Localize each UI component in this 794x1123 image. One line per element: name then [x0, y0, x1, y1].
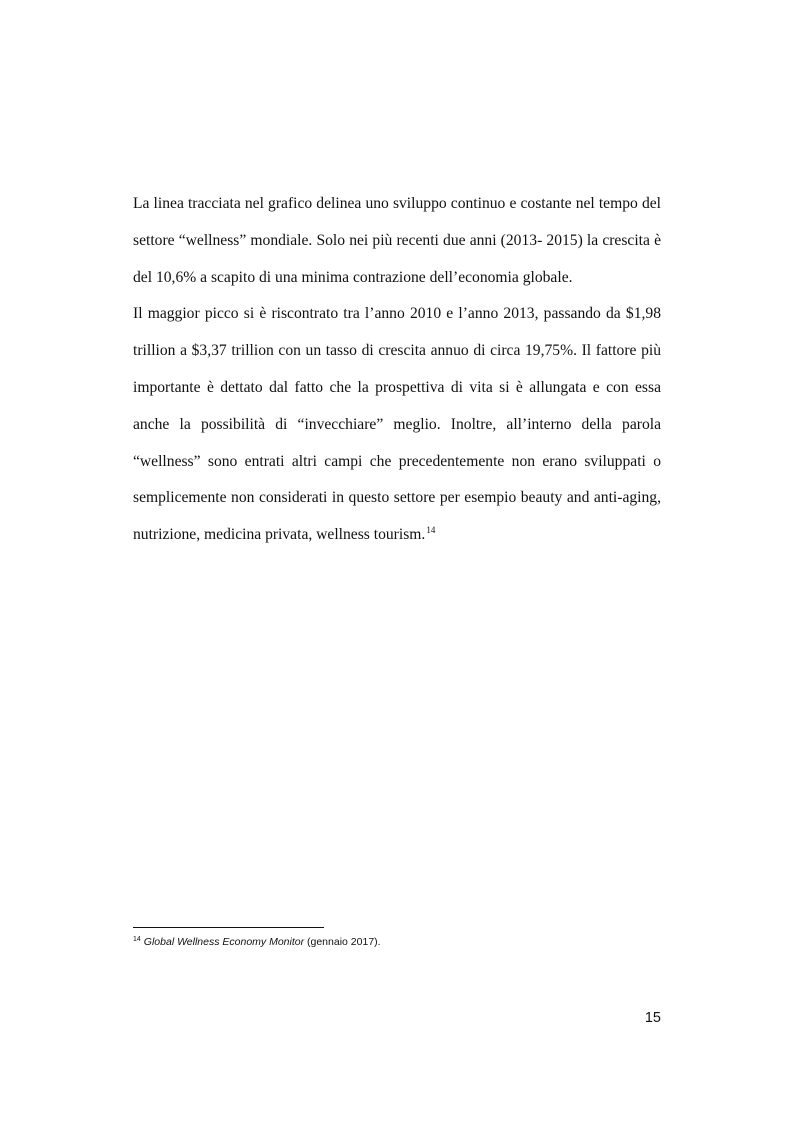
footnote	[133, 935, 661, 949]
body-text	[133, 186, 661, 554]
footnote-reference[interactable]: 14	[426, 524, 436, 535]
paragraph-2	[133, 296, 661, 554]
paragraph-2-text: Il maggior picco si è riscontrato tra l’anno 2010 e l’anno 2013, passando da $1,98 trillion a $3,37 trillion con un tasso di crescita annuo di circa 19,75%. Il fattore più importante è dettato dal fatto che la prospettiva di vita si è allungata e con essa anche la possibilità di “invecchiare” meglio. Inoltre, all’interno della parola “wellness” sono entrati altri campi che precedentemente non erano sviluppati o semplicemente non considerati in questo settore per esempio beauty and anti-aging, nutrizione, medicina privata, wellness tourism.	[133, 305, 661, 544]
page-number: 15	[644, 1010, 661, 1026]
footnote-divider	[133, 927, 324, 928]
paragraph-1: La linea tracciata nel grafico delinea uno sviluppo continuo e costante nel tempo del settore “wellness” mondiale. Solo nei più recenti due anni (2013- 2015) la crescita è del 10,6% a scapito di una minima contrazione dell’economia globale.	[133, 195, 661, 286]
footnote-source-date: (gennaio 2017).	[304, 936, 381, 948]
footnote-source-title: Global Wellness Economy Monitor	[143, 936, 305, 948]
footnote-number: 14	[133, 935, 141, 943]
